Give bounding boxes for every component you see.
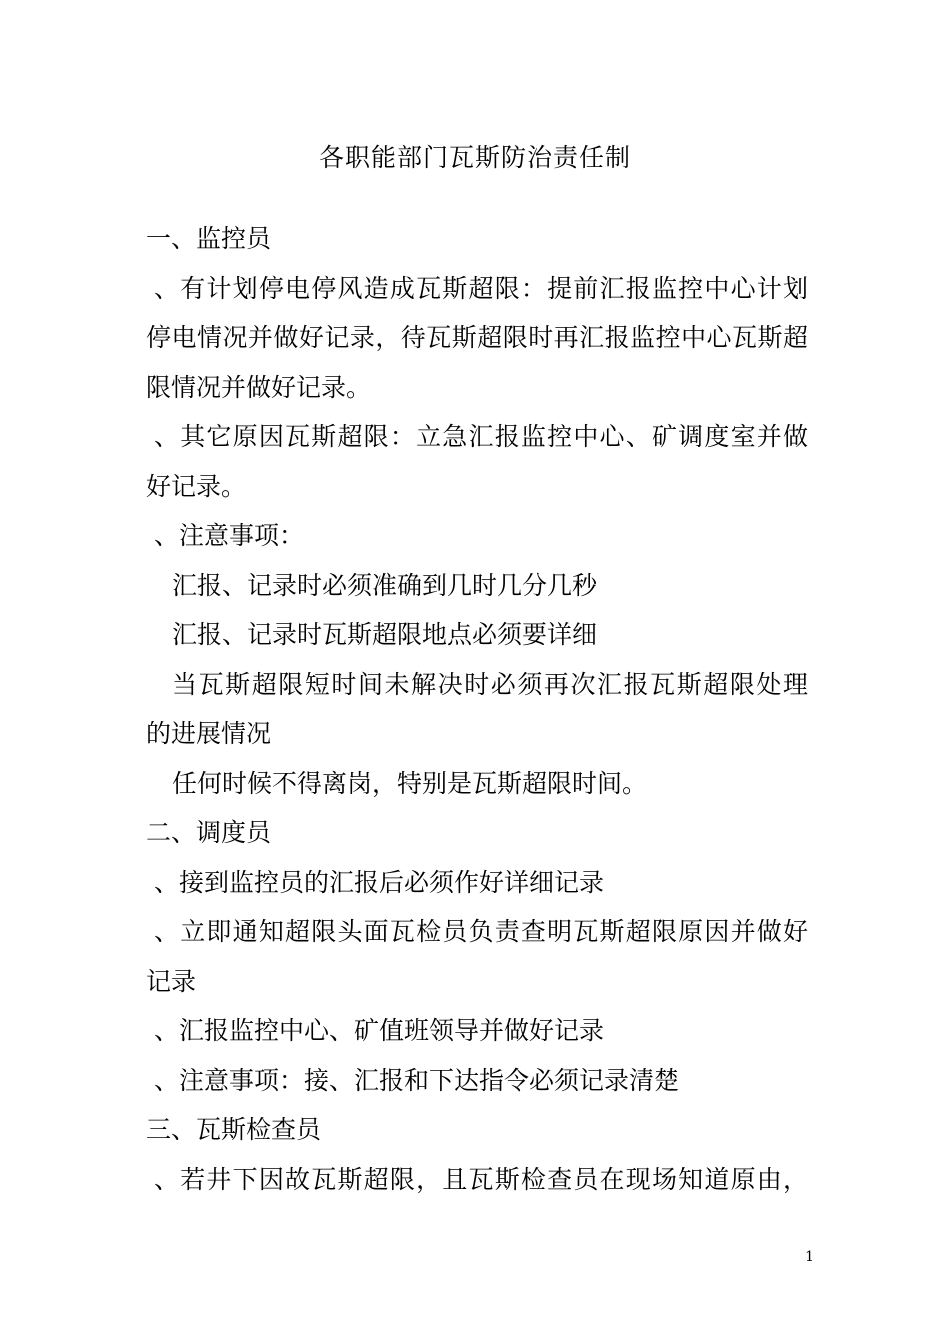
paragraph-line: 、若井下因故瓦斯超限，且瓦斯检查员在现场知道原由， [154, 1164, 808, 1194]
paragraph-line: 、有计划停电停风造成瓦斯超限：提前汇报监控中心计划 [154, 273, 808, 303]
document-title: 各职能部门瓦斯防治责任制 [318, 143, 631, 172]
paragraph-line: 当瓦斯超限短时间未解决时必须再次汇报瓦斯超限处理 [172, 669, 808, 699]
page-number: 1 [805, 1249, 814, 1265]
paragraph-line: 、接到监控员的汇报后必须作好详细记录 [154, 867, 605, 897]
document-body [146, 214, 808, 1204]
section-heading: 二、调度员 [146, 818, 272, 847]
paragraph-line: 、立即通知超限头面瓦检员负责查明瓦斯超限原因并做好 [154, 917, 808, 946]
paragraph-line: 停电情况并做好记录，待瓦斯超限时再汇报监控中心瓦斯超 [146, 323, 808, 352]
paragraph-line: 、注意事项： [154, 521, 305, 550]
paragraph-line: 、汇报监控中心、矿值班领导并做好记录 [154, 1016, 605, 1045]
section-heading: 一、监控员 [146, 224, 272, 253]
paragraph-line: 好记录。 [146, 471, 247, 501]
paragraph-line: 记录 [146, 966, 197, 996]
paragraph-line: 汇报、记录时瓦斯超限地点必须要详细 [172, 620, 598, 649]
paragraph-line: 、其它原因瓦斯超限：立急汇报监控中心、矿调度室并做 [154, 422, 808, 451]
paragraph-line: 限情况并做好记录。 [146, 372, 372, 402]
section-heading: 三、瓦斯检查员 [146, 1115, 322, 1144]
paragraph-line: 、注意事项：接、汇报和下达指令必须记录清楚 [154, 1065, 680, 1095]
paragraph-line: 汇报、记录时必须准确到几时几分几秒 [172, 570, 598, 600]
paragraph-line: 的进展情况 [146, 719, 272, 748]
paragraph-line: 任何时候不得离岗，特别是瓦斯超限时间。 [172, 768, 648, 798]
